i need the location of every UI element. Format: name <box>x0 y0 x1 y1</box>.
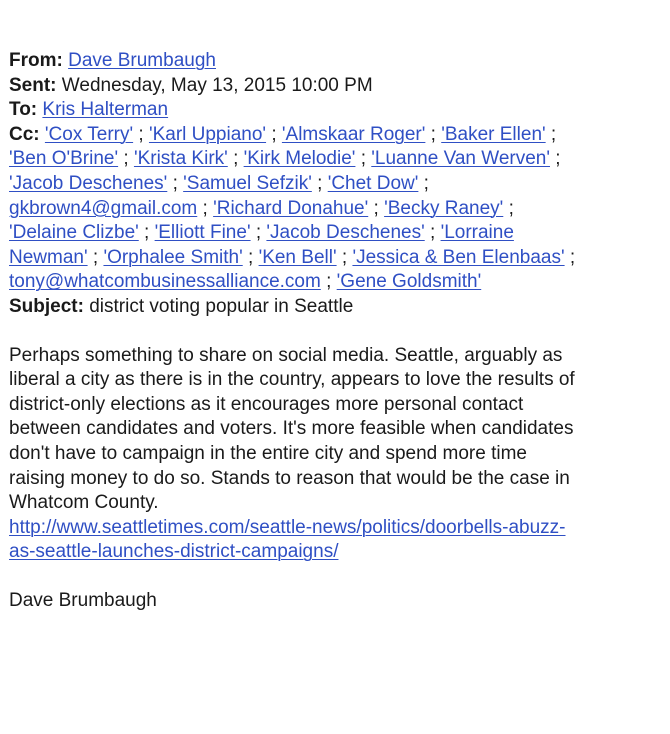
cc-row-6 <box>9 246 664 271</box>
cc-recipient-link[interactable]: 'Jessica & Ben Elenbaas' <box>352 246 565 268</box>
body-line: Perhaps something to share on social media. Seattle, arguably as <box>9 344 563 366</box>
to-row <box>9 98 664 123</box>
cc-recipient-link[interactable]: 'Becky Raney' <box>384 197 504 219</box>
article-link-line-2 <box>9 540 664 565</box>
cc-recipient-link[interactable]: 'Gene Goldsmith' <box>336 271 482 293</box>
article-link[interactable]: as-seattle-launches-district-campaigns/ <box>9 541 339 563</box>
body-line: between candidates and voters. It's more feasible when candidates <box>9 418 574 440</box>
cc-separator: ; <box>202 197 208 219</box>
cc-recipient-link[interactable]: 'Elliott Fine' <box>154 222 251 244</box>
cc-recipient-link[interactable]: 'Delaine Clizbe' <box>9 222 139 244</box>
cc-label: Cc: <box>9 123 40 145</box>
cc-separator: ; <box>317 172 323 194</box>
cc-separator: ; <box>569 246 576 268</box>
cc-recipient-link[interactable]: 'Cox Terry' <box>44 123 134 145</box>
article-link-line-1 <box>9 516 664 541</box>
cc-separator: ; <box>172 172 178 194</box>
cc-separator: ; <box>92 246 99 268</box>
cc-separator: ; <box>138 123 144 145</box>
article-link[interactable]: http://www.seattletimes.com/seattle-news/politics/doorbells-abuzz- <box>9 516 566 538</box>
cc-recipient-link[interactable]: 'Karl Uppiano' <box>148 123 267 145</box>
cc-recipient-link[interactable]: 'Jacob Deschenes' <box>9 172 168 194</box>
sent-row <box>9 74 664 99</box>
cc-separator: ; <box>423 172 429 194</box>
cc-row-2 <box>9 147 664 172</box>
cc-recipient-link[interactable]: 'Orphalee Smith' <box>103 246 243 268</box>
cc-separator: ; <box>430 123 436 145</box>
from-link[interactable]: Dave Brumbaugh <box>68 50 216 71</box>
cc-recipient-link[interactable]: 'Samuel Sefzik' <box>183 172 312 194</box>
cc-row-5 <box>9 221 664 246</box>
cc-separator: ; <box>341 246 348 268</box>
body-line: raising money to do so. Stands to reason that would be the case in <box>9 467 570 489</box>
subject-label: Subject: <box>9 295 84 317</box>
sent-value: Wednesday, May 13, 2015 10:00 PM <box>61 74 373 96</box>
cc-recipient-link[interactable]: 'Ben O'Brine' <box>9 148 119 170</box>
cc-separator: ; <box>373 197 379 219</box>
cc-row-3 <box>9 172 664 197</box>
body-line: don't have to campaign in the entire city and spend more time <box>9 442 527 464</box>
subject-value: district voting popular in Seattle <box>89 295 354 317</box>
cc-recipient-link[interactable]: 'Ken Bell' <box>258 246 337 268</box>
cc-recipient-link[interactable]: 'Luanne Van Werven' <box>371 148 550 170</box>
cc-recipient-link[interactable]: 'Krista Kirk' <box>133 148 228 170</box>
cc-separator: ; <box>550 123 557 145</box>
from-label: From: <box>9 50 63 71</box>
cc-email-link[interactable]: tony@whatcombusinessalliance.com <box>9 271 321 293</box>
cc-separator: ; <box>248 246 254 268</box>
cc-recipient-link[interactable]: 'Jacob Deschenes' <box>266 222 425 244</box>
cc-separator: ; <box>360 148 366 170</box>
cc-separator: ; <box>508 197 514 219</box>
to-link[interactable]: Kris Halterman <box>42 99 169 121</box>
cc-recipient-link[interactable]: 'Richard Donahue' <box>213 197 369 219</box>
from-row <box>9 49 664 74</box>
cc-recipient-link[interactable]: 'Chet Dow' <box>327 172 419 194</box>
body-line: liberal a city as there is in the country, appears to love the results of <box>9 369 575 391</box>
cc-separator: ; <box>430 222 436 244</box>
cc-recipient-link[interactable]: 'Baker Ellen' <box>441 123 546 145</box>
cc-email-link[interactable]: gkbrown4@gmail.com <box>9 197 198 219</box>
cc-row-4 <box>9 197 664 222</box>
subject-row <box>9 295 664 320</box>
body-line: district-only elections as it encourages more personal contact <box>9 393 524 415</box>
cc-recipient-link[interactable]: 'Kirk Melodie' <box>243 148 356 170</box>
cc-separator: ; <box>271 123 277 145</box>
cc-separator: ; <box>144 222 150 244</box>
cc-row-7 <box>9 270 664 295</box>
cc-recipient-link[interactable]: 'Lorraine <box>440 222 514 244</box>
to-label: To: <box>9 99 38 121</box>
cc-separator: ; <box>123 148 129 170</box>
cc-separator: ; <box>555 148 561 170</box>
signature: Dave Brumbaugh <box>9 589 157 611</box>
cc-separator: ; <box>255 222 262 244</box>
body-line: Whatcom County. <box>9 492 159 514</box>
cc-separator: ; <box>326 271 332 293</box>
message-body <box>9 344 664 565</box>
cc-recipient-link[interactable]: Newman' <box>9 246 88 268</box>
sent-label: Sent: <box>9 74 57 96</box>
cc-row-1 <box>9 123 664 148</box>
email-message <box>9 49 664 613</box>
cc-recipient-link[interactable]: 'Almskaar Roger' <box>281 123 426 145</box>
cc-separator: ; <box>233 148 239 170</box>
